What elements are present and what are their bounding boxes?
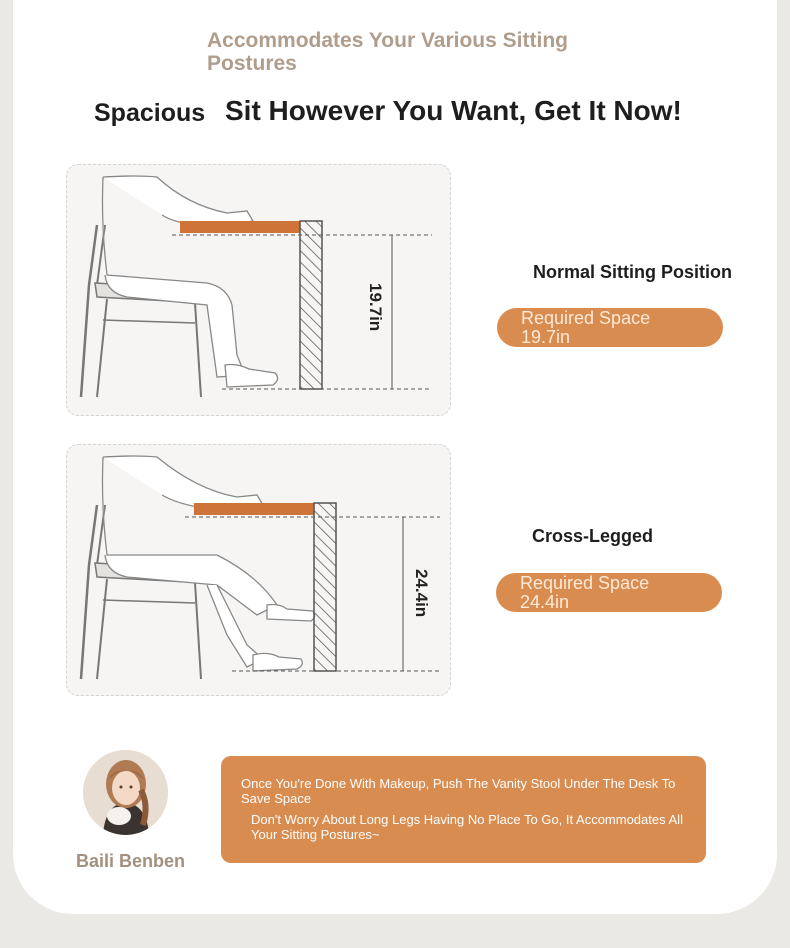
reviewer-avatar	[83, 750, 168, 835]
section-subtitle: Accommodates Your Various Sitting Postures	[207, 29, 568, 75]
dimension-label-cross-legged: 24.4in	[412, 569, 431, 618]
required-space-badge-cross-legged	[496, 573, 722, 612]
cross-legged-drawing-icon	[67, 445, 450, 695]
required-space-badge-normal	[497, 308, 723, 347]
required-space-value: 19.7in	[521, 327, 571, 347]
message-line-1: Once You're Done With Makeup, Push The Vanity Stool Under The Desk To Save Space	[241, 776, 676, 806]
normal-sitting-drawing-icon	[67, 165, 450, 415]
page-headline: Sit However You Want, Get It Now!	[225, 95, 682, 126]
message-line-2: Don't Worry About Long Legs Having No Place To Go, It Accommodates All Your Sitting Postures~	[251, 812, 683, 842]
message-bubble	[221, 756, 706, 863]
girl-avatar-icon	[83, 750, 168, 835]
spacious-label: Spacious	[94, 99, 206, 127]
reviewer-name: Baili Benben	[76, 851, 186, 871]
position-name-normal: Normal Sitting Position	[533, 262, 733, 282]
cross-legged-illustration	[66, 444, 451, 696]
dimension-label-normal: 19.7in	[366, 283, 385, 332]
position-name-cross-legged: Cross-Legged	[532, 526, 654, 546]
required-space-value: 24.4in	[520, 592, 570, 612]
required-space-label: Required Space	[521, 308, 651, 328]
required-space-label: Required Space	[520, 573, 650, 593]
normal-sitting-illustration	[66, 164, 451, 416]
